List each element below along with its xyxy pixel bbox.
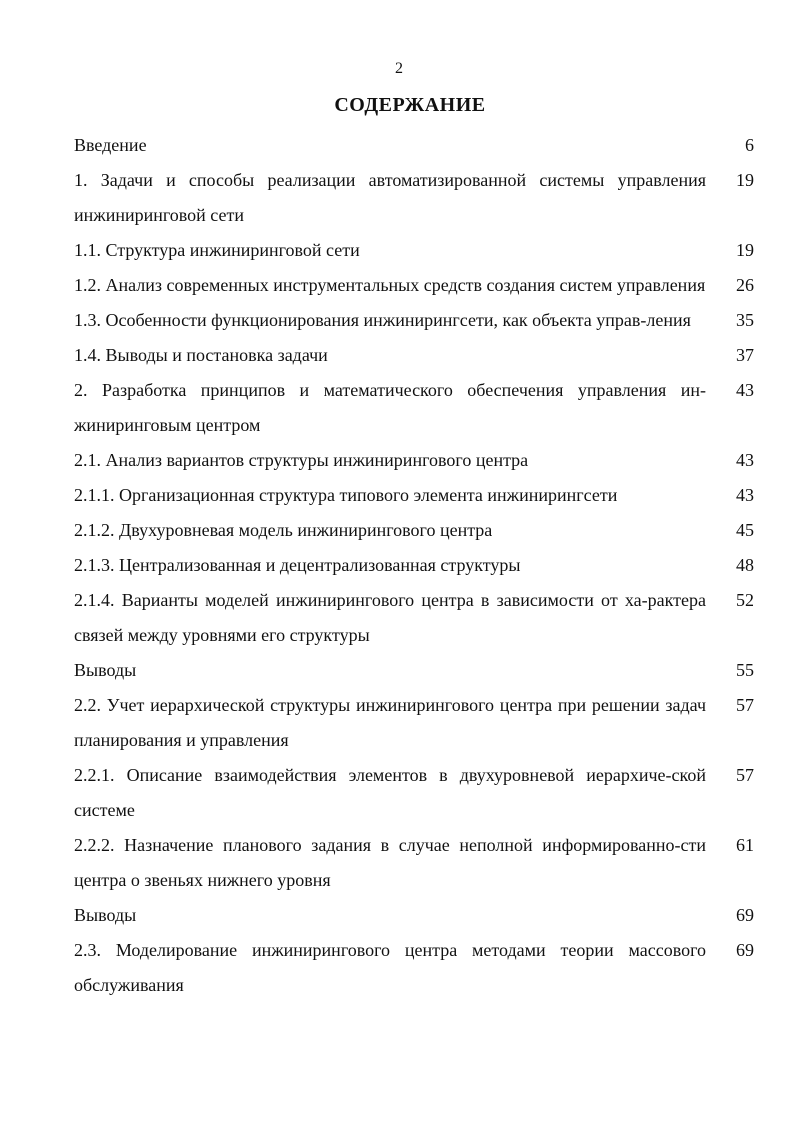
toc-entry-text: 2.1.3. Централизованная и децентрализованная структуры bbox=[74, 555, 521, 575]
toc-entry-section-1-2 bbox=[74, 268, 754, 303]
toc-entry-text: 2.2.2. Назначение планового задания в случае неполной информированно-сти центра о звеньях нижнего уровня bbox=[74, 835, 706, 890]
toc-entry-page: 57 bbox=[736, 695, 754, 715]
toc-entry-text: 1.3. Особенности функционирования инжинирингсети, как объекта управ-ления bbox=[74, 310, 691, 330]
toc-entry-chapter-1 bbox=[74, 163, 754, 233]
toc-entry-page: 19 bbox=[736, 240, 754, 260]
toc-entry-page: 52 bbox=[736, 590, 754, 610]
toc-entry-conclusions bbox=[74, 653, 754, 688]
toc-entry-text: 2.1.4. Варианты моделей инжинирингового центра в зависимости от ха-рактера связей между уровнями его структуры bbox=[74, 590, 706, 645]
toc-entry-page: 57 bbox=[736, 765, 754, 785]
toc-entry-text: Выводы bbox=[74, 660, 137, 680]
toc-entry-text: 2.1. Анализ вариантов структуры инжинирингового центра bbox=[74, 450, 529, 470]
toc-entry-section-2-2 bbox=[74, 688, 754, 758]
toc-entry-page: 35 bbox=[736, 310, 754, 330]
toc-entry-page: 43 bbox=[736, 485, 754, 505]
toc-entry-conclusions bbox=[74, 898, 754, 933]
page-number: 2 bbox=[395, 60, 403, 77]
toc-entry-page: 43 bbox=[736, 450, 754, 470]
toc-entry-section-2-1-2 bbox=[74, 513, 754, 548]
toc-entry-section-1-4 bbox=[74, 338, 754, 373]
toc-entry-section-2-2-1 bbox=[74, 758, 754, 828]
toc-entry-text: 1.4. Выводы и постановка задачи bbox=[74, 345, 328, 365]
toc-entry-section-2-1-3 bbox=[74, 548, 754, 583]
toc-entry-text: Выводы bbox=[74, 905, 137, 925]
toc-entry-text: 1.1. Структура инжиниринговой сети bbox=[74, 240, 360, 260]
toc-entry-text: 2.2. Учет иерархической структуры инжинирингового центра при решении задач планирования и управления bbox=[74, 695, 706, 750]
toc-entry-chapter-2 bbox=[74, 373, 754, 443]
table-of-contents bbox=[74, 128, 754, 1003]
toc-entry-page: 45 bbox=[736, 520, 754, 540]
toc-entry-page: 61 bbox=[736, 835, 754, 855]
toc-entry-text: 1. Задачи и способы реализации автоматизированной системы управления инжиниринговой сети bbox=[74, 170, 706, 225]
toc-entry-page: 26 bbox=[736, 275, 754, 295]
toc-entry-page: 6 bbox=[745, 135, 754, 155]
toc-entry-text: 2.1.2. Двухуровневая модель инжинирингового центра bbox=[74, 520, 493, 540]
toc-entry-section-2-3 bbox=[74, 933, 754, 1003]
toc-entry-text: 2.1.1. Организационная структура типового элемента инжинирингсети bbox=[74, 485, 618, 505]
toc-title: СОДЕРЖАНИЕ bbox=[334, 94, 486, 116]
toc-entry-text: 2. Разработка принципов и математического обеспечения управления ин-жиниринговым центром bbox=[74, 380, 706, 435]
toc-entry-page: 19 bbox=[736, 170, 754, 190]
toc-entry-page: 55 bbox=[736, 660, 754, 680]
toc-entry-section-2-1 bbox=[74, 443, 754, 478]
toc-entry-text: 2.2.1. Описание взаимодействия элементов в двухуровневой иерархиче-ской системе bbox=[74, 765, 706, 820]
toc-entry-page: 37 bbox=[736, 345, 754, 365]
toc-entry-section-1-1 bbox=[74, 233, 754, 268]
toc-entry-text: Введение bbox=[74, 135, 147, 155]
toc-entry-page: 69 bbox=[736, 940, 754, 960]
toc-entry-text: 1.2. Анализ современных инструментальных средств создания систем управления bbox=[74, 275, 706, 295]
toc-entry-section-2-1-4 bbox=[74, 583, 754, 653]
toc-entry-introduction bbox=[74, 128, 754, 163]
toc-entry-text: 2.3. Моделирование инжинирингового центра методами теории массового обслуживания bbox=[74, 940, 706, 995]
toc-entry-section-1-3 bbox=[74, 303, 754, 338]
toc-entry-section-2-1-1 bbox=[74, 478, 754, 513]
toc-entry-page: 43 bbox=[736, 380, 754, 400]
toc-entry-page: 69 bbox=[736, 905, 754, 925]
toc-entry-section-2-2-2 bbox=[74, 828, 754, 898]
toc-entry-page: 48 bbox=[736, 555, 754, 575]
